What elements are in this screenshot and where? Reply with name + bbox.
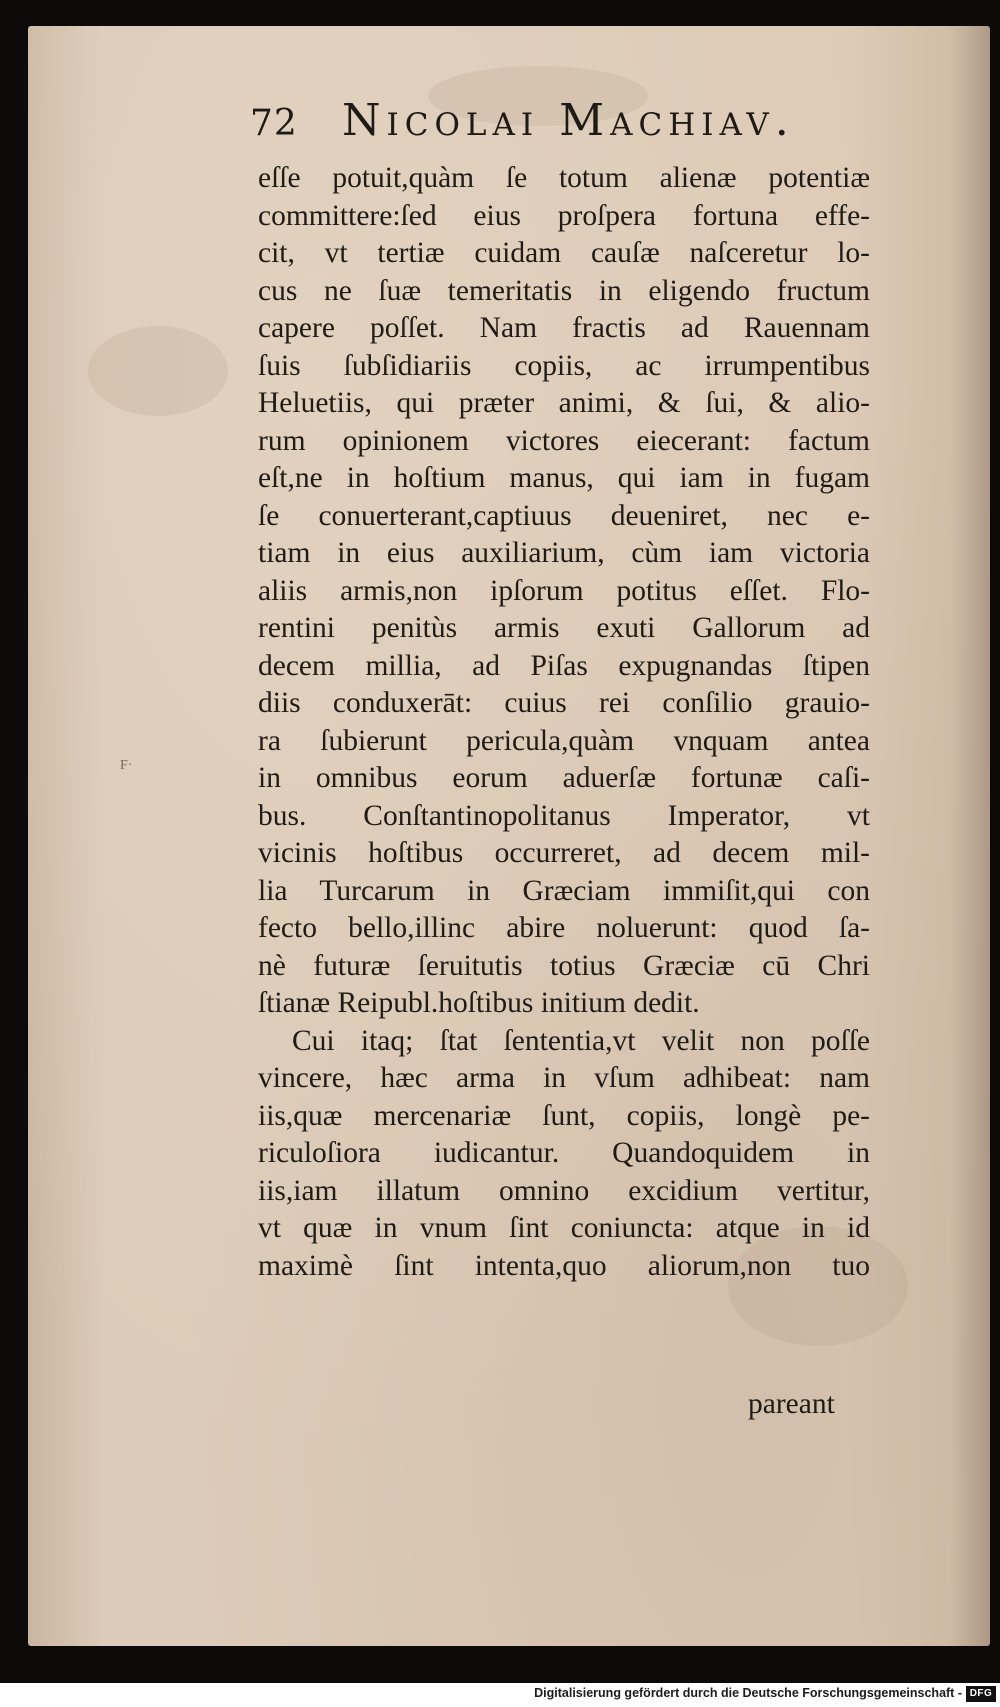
text-line: rum opinionem victores eiecerant: factum	[258, 424, 870, 457]
text-line: ra ſubierunt pericula,quàm vnquam antea	[258, 724, 870, 757]
text-line: maximè ſint intenta,quo aliorum,non tuo	[258, 1249, 870, 1282]
body-text	[258, 160, 870, 1285]
text-line: lia Turcarum in Græciam immiſit,qui con	[258, 874, 870, 907]
page-gutter-shadow	[950, 26, 990, 1646]
text-line: rentini penitùs armis exuti Gallorum ad	[258, 612, 870, 644]
text-line: decem millia, ad Piſas expugnandas ſtipen	[258, 649, 870, 682]
text-line: iis,iam illatum omnino excidium vertitur,	[258, 1174, 870, 1207]
text-line: capere poſſet. Nam fractis ad Rauennam	[258, 312, 870, 344]
text-line: Cui itaq; ſtat ſententia,vt velit non poſſe	[292, 1024, 870, 1057]
dfg-logo: DFG	[966, 1686, 996, 1702]
funding-credit: Digitalisierung gefördert durch die Deutsche Forschungsgemeinschaft -	[534, 1686, 962, 1700]
paper-stain	[88, 326, 228, 416]
text-line: diis conduxerāt: cuius rei conſilio grauio-	[258, 687, 870, 719]
text-line: cus ne ſuæ temeritatis in eligendo fructum	[258, 274, 870, 307]
text-line: tiam in eius auxiliarium, cùm iam victoria	[258, 537, 870, 569]
text-line: riculoſiora iudicantur. Quandoquidem in	[258, 1137, 870, 1169]
text-line: ſtianæ Reipubl.hoſtibus initium dedit.	[258, 987, 700, 1019]
page-header	[250, 95, 930, 155]
text-line: vicinis hoſtibus occurreret, ad decem mil-	[258, 837, 870, 869]
footer-bar	[0, 1683, 1000, 1707]
text-line: aliis armis,non ipſorum potitus eſſet. Flo-	[258, 574, 870, 607]
text-line: committere:ſed eius proſpera fortuna effe-	[258, 199, 870, 232]
text-line: iis,quæ mercenariæ ſunt, copiis, longè pe-	[258, 1099, 870, 1132]
text-line: bus. Conſtantinopolitanus Imperator, vt	[258, 799, 870, 832]
running-title: Nicolai Machiav.	[342, 95, 795, 146]
text-line: ſe conuerterant,captiuus deueniret, nec e-	[258, 499, 870, 532]
text-line: fecto bello,illinc abire noluerunt: quod ſa-	[258, 912, 870, 944]
page-number: 72	[250, 103, 298, 144]
text-line: nè futuræ ſeruitutis totius Græciæ cū Chri	[258, 949, 870, 982]
text-line: vincere, hæc arma in vſum adhibeat: nam	[258, 1062, 870, 1094]
text-line: vt quæ in vnum ſint coniuncta: atque in id	[258, 1212, 870, 1244]
text-line: cit, vt tertiæ cuidam cauſæ naſceretur lo-	[258, 237, 870, 269]
text-line: ſuis ſubſidiariis copiis, ac irrumpentibus	[258, 349, 870, 382]
catchword: pareant	[748, 1388, 835, 1420]
margin-mark: F·	[120, 758, 133, 773]
text-line: in omnibus eorum aduerſæ fortunæ caſi-	[258, 762, 870, 794]
text-line: eſſe potuit,quàm ſe totum alienæ potentiæ	[258, 162, 870, 194]
text-line: Heluetiis, qui præter animi, & ſui, & alio-	[258, 387, 870, 419]
text-line: eſt,ne in hoſtium manus, qui iam in fugam	[258, 462, 870, 494]
